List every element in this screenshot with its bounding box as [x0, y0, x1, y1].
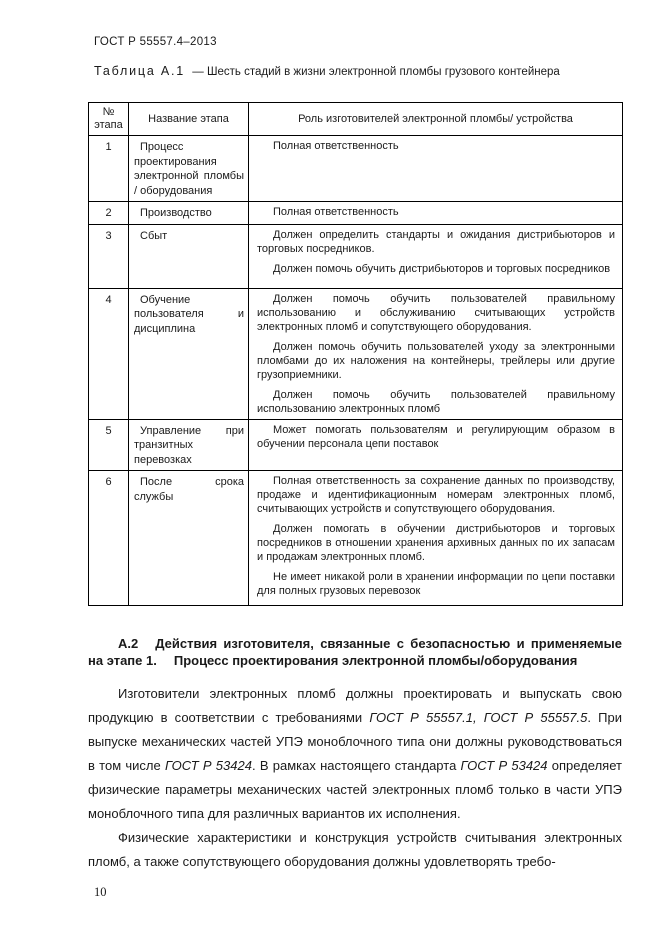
body-paragraph-1 [88, 682, 622, 826]
stage-number-cell: 1 [89, 136, 129, 202]
stage-name-cell: Сбыт [129, 224, 249, 288]
stage-name-cell: После срока службы [129, 471, 249, 606]
gost-reference: ГОСТ Р 53424 [460, 758, 548, 773]
table-caption [94, 64, 622, 80]
role-paragraph: Полная ответственность [273, 206, 399, 218]
paragraph-text: . В рамках настоящего стандарта [251, 758, 461, 773]
section-heading-part-1: Действия изготовителя, связанные с безопасностью и применяемые на этапе 1. [88, 636, 622, 668]
page-content [88, 36, 622, 900]
column-header-stage-number: № этапа [89, 103, 129, 136]
gost-reference: ГОСТ Р 53424 [164, 758, 252, 773]
body-paragraph-2: Физические характеристики и конструкция устройств считывания электронных пломб, а также сопутствующего оборудования должны удовлетворять требо- [88, 830, 622, 869]
paragraph-text: определяет физические параметры механических частей электронных пломб только в части УПЭ моноблочного типа для различных вариантов их исполнения. [88, 758, 622, 821]
stage-name-cell: Обучение пользователя и дисциплина [129, 288, 249, 419]
stage-number-cell: 4 [89, 288, 129, 419]
table-caption-text: — Шесть стадий в жизни электронной пломбы грузового контейнера [192, 66, 560, 78]
table-caption-label: Таблица А.1 [94, 64, 186, 78]
table-header-row [89, 103, 623, 136]
manufacturer-role-cell [249, 136, 623, 202]
table-row [89, 136, 623, 202]
stage-number-cell: 3 [89, 224, 129, 288]
column-header-manufacturer-role: Роль изготовителей электронной пломбы/ устройства [249, 103, 623, 136]
table-row [89, 288, 623, 419]
gost-reference: ГОСТ Р 55557.1, ГОСТ Р 55557.5 [369, 710, 588, 725]
section-body [88, 682, 622, 874]
role-paragraph: Должен помочь обучить пользователей правильному использованию электронных пломб [257, 388, 615, 415]
role-paragraph: Может помогать пользователям и регулирующим образом в обучении персонала цепи поставок [257, 423, 615, 450]
paragraph-text: . При выпуске механических частей УПЭ моноблочного типа они должны руководствоваться в том числе [88, 710, 622, 773]
role-paragraph: Полная ответственность за сохранение данных по производству, продаже и идентификационным номерам электронных пломб, считывающих устройств и сопутствующего оборудования. [257, 475, 615, 515]
role-paragraph: Полная ответственность [273, 140, 399, 152]
manufacturer-role-cell [249, 288, 623, 419]
stages-table-body [89, 136, 623, 606]
stage-name-cell: Управление при транзитных перевозках [129, 419, 249, 471]
table-row [89, 471, 623, 606]
role-paragraph: Должен помочь обучить дистрибьюторов и торговых посредников [273, 262, 611, 275]
role-paragraph: Должен помогать в обучении дистрибьюторов и торговых посредников в отношении хранения архивных данных по их запасам и продажам электронных пломб. [257, 523, 615, 563]
paragraph-text: Изготовители электронных пломб должны проектировать и выпускать свою продукцию в соответствии с требованиями [88, 686, 622, 725]
stage-number-cell: 6 [89, 471, 129, 606]
table-row [89, 419, 623, 471]
stage-name-cell: Производство [129, 202, 249, 225]
role-paragraph: Не имеет никакой роли в хранении информации по цепи поставки для полных грузовых перевозок [257, 571, 615, 597]
role-paragraph: Должен помочь обучить пользователей уходу за электронными пломбами до их наложения на контейнеры, трейлеры или другие грузоприемники. [257, 340, 615, 381]
stages-table [88, 102, 623, 606]
section-number: А.2 [118, 636, 139, 651]
stage-name-cell: Процесс проектирования электронной пломбы / оборудования [129, 136, 249, 202]
manufacturer-role-cell [249, 419, 623, 471]
document-header: ГОСТ Р 55557.4–2013 [94, 36, 217, 48]
manufacturer-role-cell [249, 202, 623, 225]
column-header-stage-name: Название этапа [129, 103, 249, 136]
manufacturer-role-cell [249, 471, 623, 606]
page-number: 10 [94, 885, 107, 899]
manufacturer-role-cell [249, 224, 623, 288]
table-row [89, 202, 623, 225]
section-heading-part-2: Процесс проектирования электронной пломбы/оборудования [173, 652, 578, 668]
role-paragraph: Должен помочь обучить пользователей правильному использованию и обслуживанию считывающих устройств электронных пломб и сопутствующего оборудования. [257, 292, 615, 333]
role-paragraph: Должен определить стандарты и ожидания дистрибьюторов и торговых посредников. [257, 228, 615, 255]
stage-number-cell: 2 [89, 202, 129, 225]
table-row [89, 224, 623, 288]
stage-number-cell: 5 [89, 419, 129, 471]
section-heading [88, 636, 622, 669]
